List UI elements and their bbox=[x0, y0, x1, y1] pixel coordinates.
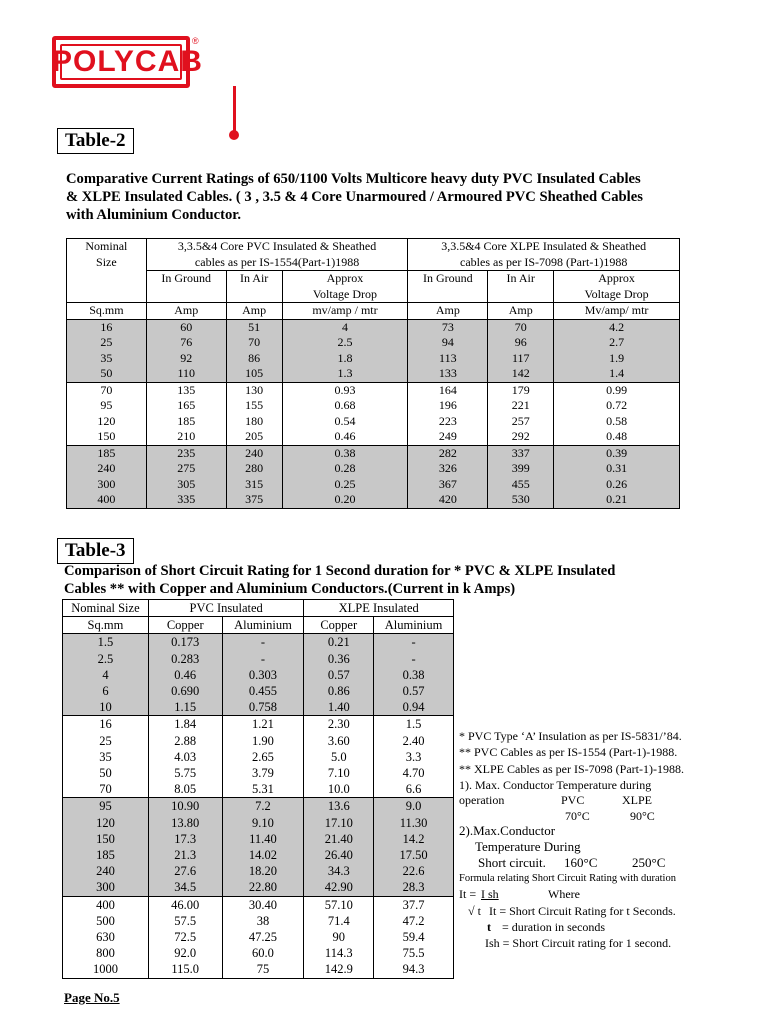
in-air-header: In Air bbox=[488, 271, 554, 303]
value-cell: 9.10 bbox=[222, 815, 304, 831]
value-cell: 34.5 bbox=[148, 879, 222, 896]
size-cell: 400 bbox=[63, 896, 149, 913]
value-cell: 114.3 bbox=[304, 945, 374, 961]
size-cell: 70 bbox=[63, 781, 149, 798]
value-cell: 235 bbox=[146, 445, 226, 461]
value-cell: 292 bbox=[488, 429, 554, 445]
value-cell: 0.173 bbox=[148, 634, 222, 651]
size-cell: 240 bbox=[67, 461, 147, 477]
unit-cell: Amp bbox=[408, 303, 488, 320]
value-cell: 0.93 bbox=[282, 382, 408, 398]
value-cell: 249 bbox=[408, 429, 488, 445]
sub-header-cell: Sq.mm bbox=[63, 617, 149, 634]
value-cell: 280 bbox=[226, 461, 282, 477]
size-cell: 16 bbox=[63, 716, 149, 733]
value-cell: 17.10 bbox=[304, 815, 374, 831]
value-cell: 47.25 bbox=[222, 929, 304, 945]
value-cell: 399 bbox=[488, 461, 554, 477]
size-cell: 35 bbox=[63, 749, 149, 765]
value-cell: 5.75 bbox=[148, 765, 222, 781]
value-cell: 135 bbox=[146, 382, 226, 398]
note-pvc-sc-temp: 160°C bbox=[564, 855, 598, 870]
pvc-group-header: 3,3.5&4 Core PVC Insulated & Sheathed cables as per IS-1554(Part-1)1988 bbox=[146, 239, 408, 271]
table-row bbox=[63, 716, 454, 733]
value-cell: 51 bbox=[226, 319, 282, 335]
table-row bbox=[67, 414, 680, 430]
value-cell: 60 bbox=[146, 319, 226, 335]
value-cell: 0.57 bbox=[304, 667, 374, 683]
note-temp-during: Temperature During bbox=[475, 839, 581, 854]
value-cell: 1.8 bbox=[282, 351, 408, 367]
table-row bbox=[67, 445, 680, 461]
table-row bbox=[63, 929, 454, 945]
sub-header-cell: Copper bbox=[304, 617, 374, 634]
value-cell: 38 bbox=[222, 913, 304, 929]
sub-header-cell: Copper bbox=[148, 617, 222, 634]
value-cell: 282 bbox=[408, 445, 488, 461]
value-cell: 86 bbox=[226, 351, 282, 367]
value-cell: 76 bbox=[146, 335, 226, 351]
current-ratings-table bbox=[66, 238, 680, 509]
note-max-temp-short: 2).Max.Conductor bbox=[459, 823, 556, 838]
value-cell: 0.39 bbox=[554, 445, 680, 461]
value-cell: 420 bbox=[408, 492, 488, 508]
value-cell: 1.40 bbox=[304, 699, 374, 716]
note-formula-numerator: I sh bbox=[481, 887, 499, 901]
value-cell: 0.31 bbox=[554, 461, 680, 477]
table-row bbox=[63, 945, 454, 961]
value-cell: 59.4 bbox=[374, 929, 454, 945]
value-cell: 113 bbox=[408, 351, 488, 367]
value-cell: 75.5 bbox=[374, 945, 454, 961]
value-cell: 185 bbox=[146, 414, 226, 430]
note-pvc-label: PVC bbox=[561, 793, 585, 807]
table-row bbox=[63, 683, 454, 699]
value-cell: 3.79 bbox=[222, 765, 304, 781]
size-cell: 95 bbox=[63, 798, 149, 815]
size-cell: 2.5 bbox=[63, 651, 149, 667]
size-cell: 185 bbox=[67, 445, 147, 461]
note-max-temp-operation: 1). Max. Conductor Temperature during bbox=[459, 778, 652, 792]
value-cell: 0.46 bbox=[148, 667, 222, 683]
table-row bbox=[63, 847, 454, 863]
value-cell: 27.6 bbox=[148, 863, 222, 879]
size-cell: 70 bbox=[67, 382, 147, 398]
units-row bbox=[67, 303, 680, 320]
value-cell: 0.690 bbox=[148, 683, 222, 699]
value-cell: 2.30 bbox=[304, 716, 374, 733]
table-row bbox=[67, 366, 680, 382]
table3-heading-line: Comparison of Short Circuit Rating for 1 Second duration for * PVC & XLPE Insulated bbox=[64, 563, 616, 579]
value-cell: 0.86 bbox=[304, 683, 374, 699]
in-air-header: In Air bbox=[226, 271, 282, 303]
note-ish-definition: Ish = Short Circuit rating for 1 second. bbox=[485, 936, 672, 950]
value-cell: 0.36 bbox=[304, 651, 374, 667]
table-row bbox=[63, 863, 454, 879]
value-cell: 75 bbox=[222, 961, 304, 978]
value-cell: 2.65 bbox=[222, 749, 304, 765]
table2-heading-line: with Aluminium Conductor. bbox=[66, 207, 242, 223]
value-cell: 42.90 bbox=[304, 879, 374, 896]
value-cell: 1.90 bbox=[222, 733, 304, 749]
voltage-drop-header: Approx Voltage Drop bbox=[282, 271, 408, 303]
size-cell: 4 bbox=[63, 667, 149, 683]
value-cell: 8.05 bbox=[148, 781, 222, 798]
size-cell: 10 bbox=[63, 699, 149, 716]
value-cell: 57.10 bbox=[304, 896, 374, 913]
note-xlpe-standard: ** XLPE Cables as per IS-7098 (Part-1)-1988. bbox=[459, 762, 684, 776]
value-cell: 47.2 bbox=[374, 913, 454, 929]
value-cell: 22.80 bbox=[222, 879, 304, 896]
value-cell: 90 bbox=[304, 929, 374, 945]
value-cell: 0.54 bbox=[282, 414, 408, 430]
value-cell: 0.28 bbox=[282, 461, 408, 477]
page-number: Page No.5 bbox=[64, 990, 120, 1005]
polycab-logo bbox=[52, 36, 203, 114]
value-cell: 0.20 bbox=[282, 492, 408, 508]
table3-label: Table-3 bbox=[57, 538, 134, 564]
value-cell: 0.94 bbox=[374, 699, 454, 716]
value-cell: 14.02 bbox=[222, 847, 304, 863]
value-cell: 21.40 bbox=[304, 831, 374, 847]
value-cell: 2.5 bbox=[282, 335, 408, 351]
value-cell: 4.70 bbox=[374, 765, 454, 781]
size-cell: 1000 bbox=[63, 961, 149, 978]
value-cell: 9.0 bbox=[374, 798, 454, 815]
value-cell: 28.3 bbox=[374, 879, 454, 896]
value-cell: - bbox=[374, 634, 454, 651]
value-cell: 14.2 bbox=[374, 831, 454, 847]
value-cell: 34.3 bbox=[304, 863, 374, 879]
value-cell: 164 bbox=[408, 382, 488, 398]
pvc-insulated-header: PVC Insulated bbox=[148, 600, 304, 617]
value-cell: 337 bbox=[488, 445, 554, 461]
size-cell: 95 bbox=[67, 398, 147, 414]
value-cell: 210 bbox=[146, 429, 226, 445]
note-formula-lhs: It = bbox=[459, 887, 477, 901]
value-cell: 0.38 bbox=[282, 445, 408, 461]
logo-drop bbox=[229, 130, 239, 140]
value-cell: 0.303 bbox=[222, 667, 304, 683]
value-cell: 10.0 bbox=[304, 781, 374, 798]
table-row bbox=[63, 634, 454, 651]
value-cell: 10.90 bbox=[148, 798, 222, 815]
sub-header-cell: Aluminium bbox=[222, 617, 304, 634]
value-cell: 223 bbox=[408, 414, 488, 430]
note-short-circuit-label: Short circuit. bbox=[478, 855, 546, 870]
value-cell: 115.0 bbox=[148, 961, 222, 978]
voltage-drop-header: Approx Voltage Drop bbox=[554, 271, 680, 303]
size-cell: 240 bbox=[63, 863, 149, 879]
value-cell: 7.2 bbox=[222, 798, 304, 815]
note-formula-caption: Formula relating Short Circuit Rating with duration bbox=[459, 873, 676, 884]
table-row bbox=[63, 699, 454, 716]
value-cell: 13.80 bbox=[148, 815, 222, 831]
value-cell: 0.21 bbox=[554, 492, 680, 508]
size-cell: 1.5 bbox=[63, 634, 149, 651]
value-cell: 530 bbox=[488, 492, 554, 508]
value-cell: 142 bbox=[488, 366, 554, 382]
in-ground-header: In Ground bbox=[408, 271, 488, 303]
value-cell: 94 bbox=[408, 335, 488, 351]
table2-heading-line: & XLPE Insulated Cables. ( 3 , 3.5 & 4 Core Unarmoured / Armoured PVC Sheathed Cables bbox=[66, 189, 643, 205]
short-circuit-rating-table bbox=[62, 599, 454, 979]
unit-cell: mv/amp / mtr bbox=[282, 303, 408, 320]
unit-cell: Sq.mm bbox=[67, 303, 147, 320]
value-cell: 13.6 bbox=[304, 798, 374, 815]
value-cell: 94.3 bbox=[374, 961, 454, 978]
value-cell: - bbox=[374, 651, 454, 667]
size-cell: 500 bbox=[63, 913, 149, 929]
table-row bbox=[67, 382, 680, 398]
value-cell: 257 bbox=[488, 414, 554, 430]
note-pvc-standard: ** PVC Cables as per IS-1554 (Part-1)-1988. bbox=[459, 745, 678, 759]
size-cell: 6 bbox=[63, 683, 149, 699]
value-cell: 18.20 bbox=[222, 863, 304, 879]
value-cell: 205 bbox=[226, 429, 282, 445]
value-cell: 0.68 bbox=[282, 398, 408, 414]
table-row bbox=[67, 319, 680, 335]
size-cell: 120 bbox=[63, 815, 149, 831]
in-ground-header: In Ground bbox=[146, 271, 226, 303]
table-row bbox=[63, 798, 454, 815]
value-cell: 2.88 bbox=[148, 733, 222, 749]
size-cell: 800 bbox=[63, 945, 149, 961]
value-cell: 133 bbox=[408, 366, 488, 382]
value-cell: 0.38 bbox=[374, 667, 454, 683]
note-xlpe-op-temp: 90°C bbox=[630, 809, 655, 823]
size-cell: 16 bbox=[67, 319, 147, 335]
value-cell: 196 bbox=[408, 398, 488, 414]
value-cell: 375 bbox=[226, 492, 282, 508]
size-cell: 150 bbox=[67, 429, 147, 445]
value-cell: - bbox=[222, 651, 304, 667]
table-row bbox=[63, 733, 454, 749]
table3-heading-line: Cables ** with Copper and Aluminium Conductors.(Current in k Amps) bbox=[64, 581, 516, 597]
value-cell: 1.4 bbox=[554, 366, 680, 382]
value-cell: 0.58 bbox=[554, 414, 680, 430]
size-cell: 150 bbox=[63, 831, 149, 847]
xlpe-insulated-header: XLPE Insulated bbox=[304, 600, 454, 617]
value-cell: 1.15 bbox=[148, 699, 222, 716]
value-cell: 240 bbox=[226, 445, 282, 461]
value-cell: 0.46 bbox=[282, 429, 408, 445]
table-row bbox=[67, 335, 680, 351]
table-row bbox=[63, 765, 454, 781]
nominal-size-header: Nominal Size bbox=[63, 600, 149, 617]
value-cell: 70 bbox=[488, 319, 554, 335]
value-cell: 179 bbox=[488, 382, 554, 398]
size-cell: 300 bbox=[63, 879, 149, 896]
table-row bbox=[63, 781, 454, 798]
value-cell: 165 bbox=[146, 398, 226, 414]
note-t-symbol: t bbox=[487, 920, 491, 934]
value-cell: 92.0 bbox=[148, 945, 222, 961]
value-cell: 3.3 bbox=[374, 749, 454, 765]
value-cell: - bbox=[222, 634, 304, 651]
size-cell: 50 bbox=[67, 366, 147, 382]
value-cell: 4.03 bbox=[148, 749, 222, 765]
nominal-size-header: Nominal Size bbox=[67, 239, 147, 303]
value-cell: 72.5 bbox=[148, 929, 222, 945]
table-row bbox=[63, 913, 454, 929]
table-row bbox=[67, 351, 680, 367]
value-cell: 0.455 bbox=[222, 683, 304, 699]
value-cell: 96 bbox=[488, 335, 554, 351]
value-cell: 11.30 bbox=[374, 815, 454, 831]
value-cell: 2.40 bbox=[374, 733, 454, 749]
value-cell: 455 bbox=[488, 477, 554, 493]
value-cell: 4.2 bbox=[554, 319, 680, 335]
value-cell: 335 bbox=[146, 492, 226, 508]
table-row bbox=[67, 398, 680, 414]
value-cell: 4 bbox=[282, 319, 408, 335]
unit-cell: Amp bbox=[488, 303, 554, 320]
value-cell: 105 bbox=[226, 366, 282, 382]
size-cell: 400 bbox=[67, 492, 147, 508]
table-row bbox=[67, 461, 680, 477]
value-cell: 315 bbox=[226, 477, 282, 493]
value-cell: 326 bbox=[408, 461, 488, 477]
table-row bbox=[63, 651, 454, 667]
table3-heading bbox=[64, 562, 615, 598]
value-cell: 0.26 bbox=[554, 477, 680, 493]
value-cell: 46.00 bbox=[148, 896, 222, 913]
table2-label: Table-2 bbox=[57, 128, 134, 154]
table2-heading bbox=[66, 170, 643, 224]
unit-cell: Amp bbox=[146, 303, 226, 320]
value-cell: 5.0 bbox=[304, 749, 374, 765]
value-cell: 6.6 bbox=[374, 781, 454, 798]
value-cell: 0.283 bbox=[148, 651, 222, 667]
value-cell: 5.31 bbox=[222, 781, 304, 798]
value-cell: 0.48 bbox=[554, 429, 680, 445]
value-cell: 1.84 bbox=[148, 716, 222, 733]
note-xlpe-sc-temp: 250°C bbox=[632, 855, 666, 870]
value-cell: 305 bbox=[146, 477, 226, 493]
table-row bbox=[63, 896, 454, 913]
value-cell: 0.21 bbox=[304, 634, 374, 651]
value-cell: 1.21 bbox=[222, 716, 304, 733]
value-cell: 117 bbox=[488, 351, 554, 367]
value-cell: 1.9 bbox=[554, 351, 680, 367]
value-cell: 0.99 bbox=[554, 382, 680, 398]
value-cell: 110 bbox=[146, 366, 226, 382]
value-cell: 70 bbox=[226, 335, 282, 351]
table-row bbox=[67, 477, 680, 493]
value-cell: 17.50 bbox=[374, 847, 454, 863]
value-cell: 17.3 bbox=[148, 831, 222, 847]
value-cell: 57.5 bbox=[148, 913, 222, 929]
size-cell: 630 bbox=[63, 929, 149, 945]
value-cell: 3.60 bbox=[304, 733, 374, 749]
value-cell: 0.25 bbox=[282, 477, 408, 493]
value-cell: 21.3 bbox=[148, 847, 222, 863]
value-cell: 30.40 bbox=[222, 896, 304, 913]
value-cell: 1.5 bbox=[374, 716, 454, 733]
xlpe-group-header: 3,3.5&4 Core XLPE Insulated & Sheathed cables as per IS-7098 (Part-1)1988 bbox=[408, 239, 680, 271]
table-row bbox=[63, 815, 454, 831]
logo-text: POLYCAB bbox=[52, 45, 203, 78]
note-it-definition: It = Short Circuit Rating for t Seconds. bbox=[489, 904, 676, 918]
note-operation-label: operation bbox=[459, 793, 505, 807]
table-row bbox=[67, 429, 680, 445]
size-cell: 120 bbox=[67, 414, 147, 430]
size-cell: 25 bbox=[63, 733, 149, 749]
note-pvc-type: * PVC Type ‘A’ Insulation as per IS-5831/’84. bbox=[459, 729, 682, 743]
note-formula-denominator: √ t bbox=[468, 904, 481, 918]
value-cell: 155 bbox=[226, 398, 282, 414]
value-cell: 92 bbox=[146, 351, 226, 367]
size-cell: 300 bbox=[67, 477, 147, 493]
value-cell: 26.40 bbox=[304, 847, 374, 863]
unit-cell: Amp bbox=[226, 303, 282, 320]
value-cell: 71.4 bbox=[304, 913, 374, 929]
size-cell: 50 bbox=[63, 765, 149, 781]
value-cell: 73 bbox=[408, 319, 488, 335]
sub-header-cell: Aluminium bbox=[374, 617, 454, 634]
value-cell: 7.10 bbox=[304, 765, 374, 781]
size-cell: 25 bbox=[67, 335, 147, 351]
size-cell: 35 bbox=[67, 351, 147, 367]
value-cell: 180 bbox=[226, 414, 282, 430]
table-row bbox=[63, 961, 454, 978]
note-t-definition: = duration in seconds bbox=[502, 920, 606, 934]
value-cell: 130 bbox=[226, 382, 282, 398]
value-cell: 275 bbox=[146, 461, 226, 477]
value-cell: 22.6 bbox=[374, 863, 454, 879]
value-cell: 0.758 bbox=[222, 699, 304, 716]
sub-header-row bbox=[63, 617, 454, 634]
value-cell: 2.7 bbox=[554, 335, 680, 351]
table-row bbox=[63, 879, 454, 896]
table-row bbox=[63, 749, 454, 765]
value-cell: 0.57 bbox=[374, 683, 454, 699]
note-where-label: Where bbox=[548, 887, 580, 901]
value-cell: 142.9 bbox=[304, 961, 374, 978]
logo-stem bbox=[233, 86, 236, 134]
value-cell: 11.40 bbox=[222, 831, 304, 847]
table2-heading-line: Comparative Current Ratings of 650/1100 Volts Multicore heavy duty PVC Insulated Cables bbox=[66, 171, 641, 187]
unit-cell: Mv/amp/ mtr bbox=[554, 303, 680, 320]
note-pvc-op-temp: 70°C bbox=[565, 809, 590, 823]
value-cell: 60.0 bbox=[222, 945, 304, 961]
table-row bbox=[63, 667, 454, 683]
table-row bbox=[67, 492, 680, 508]
value-cell: 367 bbox=[408, 477, 488, 493]
size-cell: 185 bbox=[63, 847, 149, 863]
value-cell: 0.72 bbox=[554, 398, 680, 414]
value-cell: 1.3 bbox=[282, 366, 408, 382]
value-cell: 37.7 bbox=[374, 896, 454, 913]
value-cell: 221 bbox=[488, 398, 554, 414]
logo-registered-mark: ® bbox=[192, 36, 199, 46]
table-row bbox=[63, 831, 454, 847]
note-xlpe-label: XLPE bbox=[622, 793, 652, 807]
